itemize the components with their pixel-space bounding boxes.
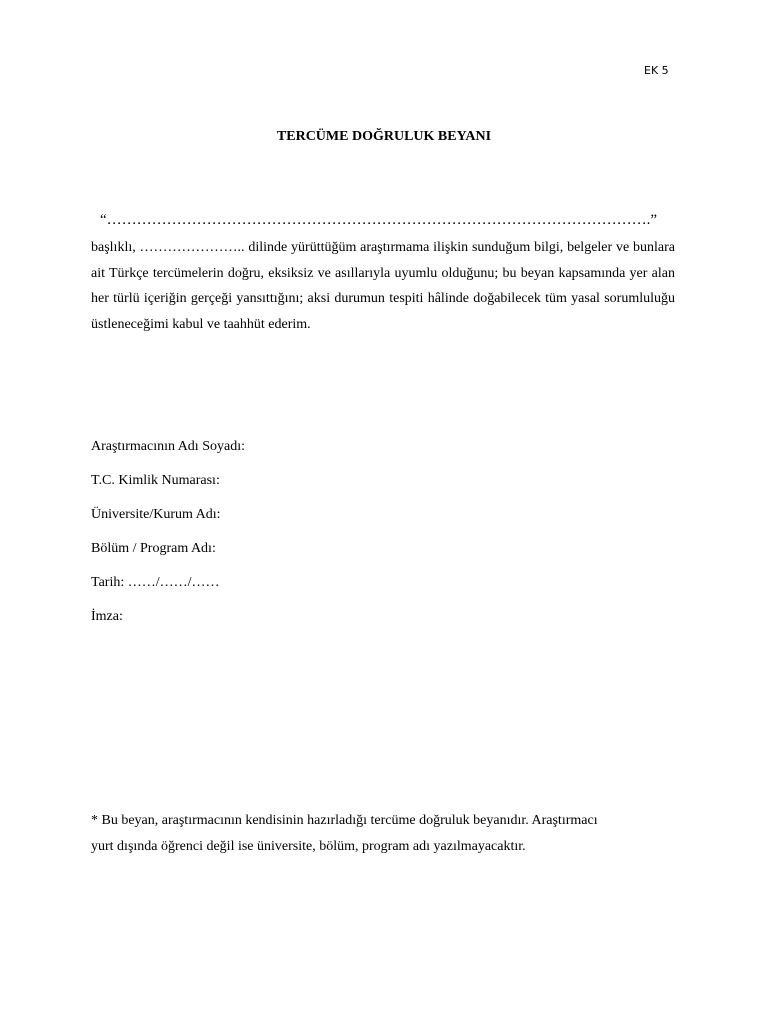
university-field: Üniversite/Kurum Adı: (91, 507, 221, 522)
document-title: TERCÜME DOĞRULUK BEYANI (276, 129, 492, 144)
id-number-field: T.C. Kimlik Numarası: (91, 473, 220, 488)
footnote (91, 808, 671, 859)
signature-field: İmza: (91, 609, 123, 624)
date-field: Tarih: ……/……/…… (91, 575, 220, 590)
annex-label: EK 5 (644, 64, 669, 77)
department-field: Bölüm / Program Adı: (91, 541, 216, 556)
researcher-name-field: Araştırmacının Adı Soyadı: (91, 439, 245, 454)
signature-fields (91, 437, 245, 641)
footnote-line: yurt dışında öğrenci değil ise üniversite, bölüm, program adı yazılmayacaktır. (91, 838, 526, 854)
footnote-line: * Bu beyan, araştırmacının kendisinin hazırladığı tercüme doğruluk beyanıdır. Araştırmacı (91, 813, 598, 828)
title-placeholder-line: “……………………………………………………………………………………………….” (100, 212, 658, 228)
declaration-paragraph: başlıklı, ………………….. dilinde yürüttüğüm araştırmama ilişkin sunduğum bilgi, belgeler ve bunlara ait Türkçe tercümelerin doğru, eksiksiz ve asıllarıyla uyumlu olduğunu; bu beyan kapsamında yer alan her türlü içeriğin gerçeği yansıttığını; aksi durumun tespiti hâlinde doğabilecek tüm yasal sorumluluğu üstleneceğimi kabul ve taahhüt ederim. (91, 240, 675, 332)
